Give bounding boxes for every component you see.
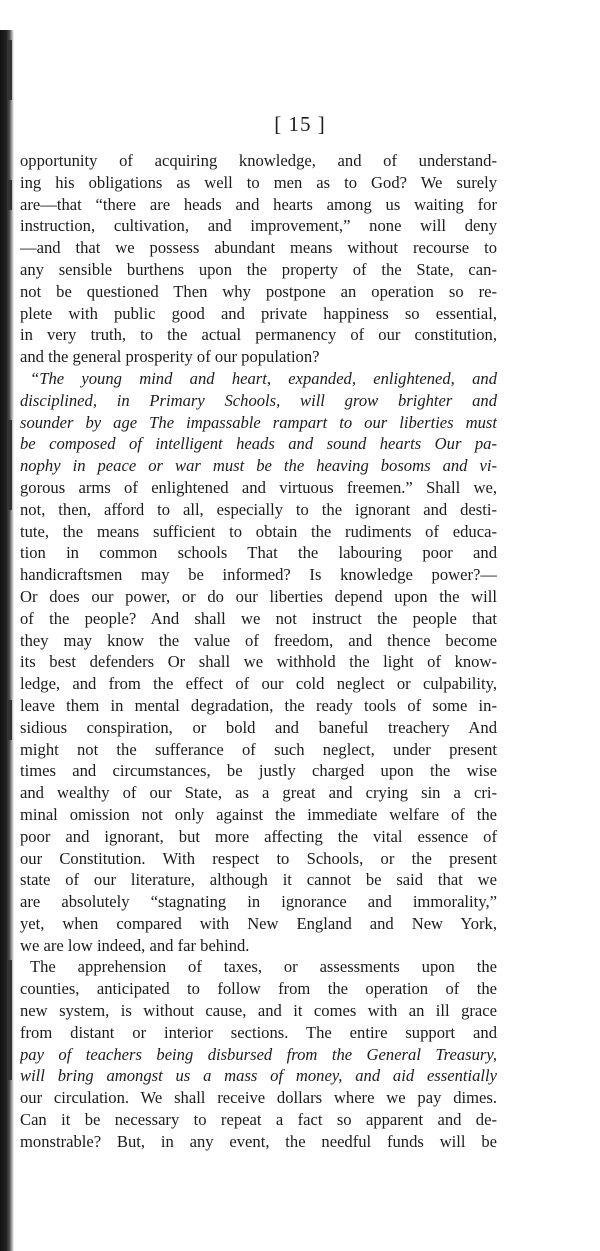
text-line: minal omission not only against the immediate welfare of the bbox=[20, 804, 497, 824]
text-line: not be questioned Then why postpone an operation so re- bbox=[20, 281, 497, 301]
text-line: Can it be necessary to repeat a fact so apparent and de- bbox=[20, 1110, 497, 1130]
text-line: any sensible burthens upon the property of the State, can- bbox=[20, 259, 497, 279]
text-line: yet, when compared with New England and New York, bbox=[20, 913, 497, 933]
text-line: sidious conspiration, or bold and baneful treachery And bbox=[20, 717, 497, 737]
text-line: are—that “there are heads and hearts among us waiting for bbox=[20, 194, 497, 214]
text-line: times and circumstances, be justly charged upon the wise bbox=[20, 761, 497, 781]
page-number: [ 15 ] bbox=[274, 112, 326, 136]
text-line: our Constitution. With respect to Schools, or the present bbox=[20, 848, 497, 868]
text-line: and wealthy of our State, as a great and crying sin a cri- bbox=[20, 783, 497, 803]
text-line: new system, is without cause, and it comes with an ill grace bbox=[20, 1001, 497, 1021]
page-body-text bbox=[20, 150, 497, 1153]
text-line: —and that we possess abundant means without recourse to bbox=[20, 238, 497, 258]
text-line: The apprehension of taxes, or assessments upon the bbox=[30, 957, 497, 977]
text-line: they may know the value of freedom, and thence become bbox=[20, 630, 497, 650]
text-line: we are low indeed, and far behind. bbox=[20, 935, 250, 955]
text-line: are absolutely “stagnating in ignorance and immorality,” bbox=[20, 892, 497, 912]
text-line: “The young mind and heart, expanded, enlightened, and bbox=[30, 368, 497, 388]
text-line: state of our literature, although it cannot be said that we bbox=[20, 870, 497, 890]
text-line: tion in common schools That the labouring poor and bbox=[20, 543, 497, 563]
text-line: ing his obligations as well to men as to God? We surely bbox=[20, 172, 497, 192]
text-line: from distant or interior sections. The entire support and bbox=[20, 1022, 497, 1042]
text-line: its best defenders Or shall we withhold the light of know- bbox=[20, 652, 497, 672]
text-line: ledge, and from the effect of our cold neglect or culpability, bbox=[20, 674, 497, 694]
text-line: our circulation. We shall receive dollars where we pay dimes. bbox=[20, 1088, 497, 1108]
text-line: in very truth, to the actual permanency of our constitution, bbox=[20, 325, 497, 345]
text-line: will bring amongst us a mass of money, and aid essentially bbox=[20, 1066, 497, 1086]
text-line: opportunity of acquiring knowledge, and of understand- bbox=[20, 151, 497, 170]
text-line: pay of teachers being disbursed from the General Treasury, bbox=[20, 1044, 497, 1064]
text-line: poor and ignorant, but more affecting the vital essence of bbox=[20, 826, 497, 846]
text-line: plete with public good and private happiness so essential, bbox=[20, 303, 497, 323]
text-line: disciplined, in Primary Schools, will grow brighter and bbox=[20, 390, 497, 410]
text-line: monstrable? But, in any event, the needful funds will be bbox=[20, 1131, 497, 1151]
text-line: instruction, cultivation, and improvement,” none will deny bbox=[20, 216, 497, 236]
text-line: not, then, afford to all, especially to the ignorant and desti- bbox=[20, 499, 497, 519]
binding-shadow-marks bbox=[8, 0, 18, 1251]
text-line: and the general prosperity of our population? bbox=[20, 347, 320, 367]
text-line: might not the sufferance of such neglect, under present bbox=[20, 739, 497, 759]
text-line: leave them in mental degradation, the ready tools of some in- bbox=[20, 695, 497, 715]
text-line: counties, anticipated to follow from the operation of the bbox=[20, 979, 497, 999]
text-line: nophy in peace or war must be the heaving bosoms and vi- bbox=[20, 456, 497, 476]
text-line: sounder by age The impassable rampart to our liberties must bbox=[20, 412, 497, 432]
text-line: tute, the means sufficient to obtain the rudiments of educa- bbox=[20, 521, 497, 541]
text-line: gorous arms of enlightened and virtuous freemen.” Shall we, bbox=[20, 477, 497, 497]
text-line: be composed of intelligent heads and sound hearts Our pa- bbox=[20, 434, 497, 454]
text-line: of the people? And shall we not instruct the people that bbox=[20, 608, 497, 628]
text-line: Or does our power, or do our liberties depend upon the will bbox=[20, 586, 497, 606]
text-line: handicraftsmen may be informed? Is knowledge power?— bbox=[20, 565, 497, 585]
